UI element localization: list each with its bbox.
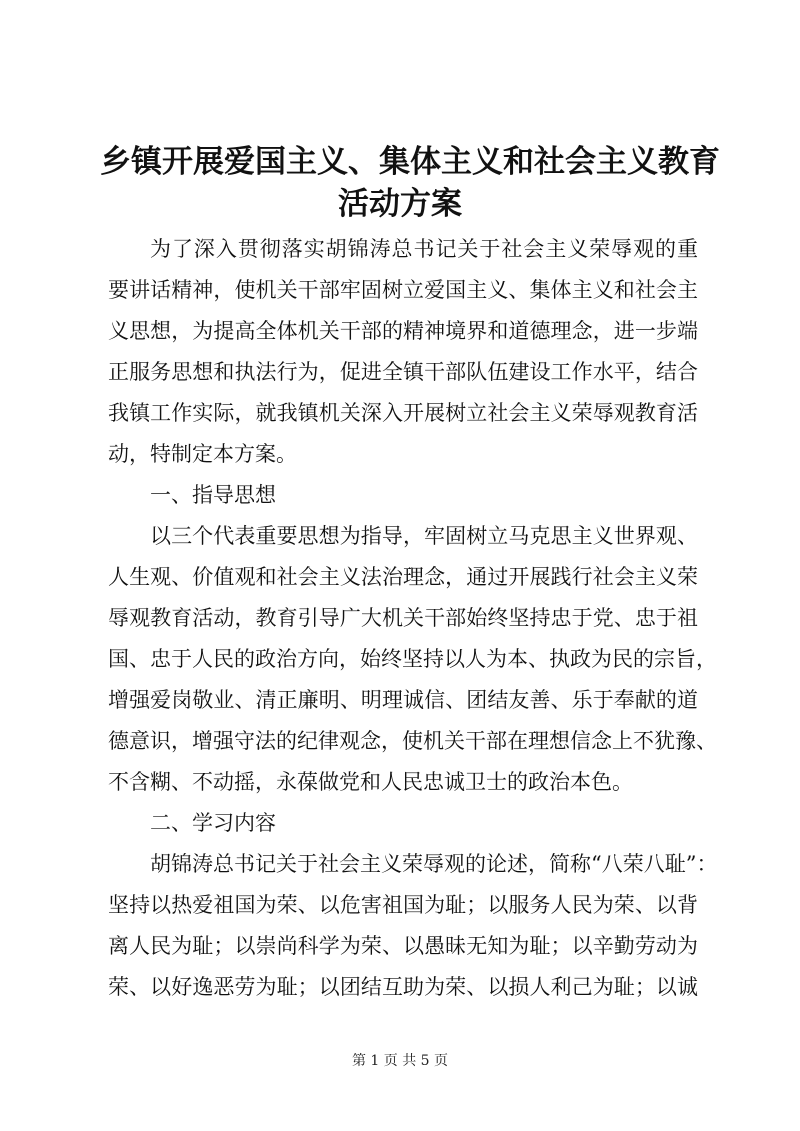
section2-line: 荣、以好逸恶劳为耻；以团结互助为荣、以损人利己为耻；以诚 <box>108 975 698 999</box>
section1-line: 德意识，增强守法的纪律观念，使机关干部在理想信念上不犹豫、 <box>108 729 717 753</box>
intro-line: 动，特制定本方案。 <box>108 442 297 466</box>
section1-line: 辱观教育活动，教育引导广大机关干部始终坚持忠于党、忠于祖 <box>108 606 698 630</box>
intro-line: 要讲话精神，使机关干部牢固树立爱国主义、集体主义和社会主 <box>108 278 698 302</box>
page-footer: 第 1 页 共 5 页 <box>351 1053 449 1069</box>
document-title-line-1: 乡镇开展爱国主义、集体主义和社会主义教育 <box>100 144 720 180</box>
section2-line: 胡锦涛总书记关于社会主义荣辱观的论述，简称“八荣八耻”： <box>150 852 718 876</box>
section1-line: 国、忠于人民的政治方向，始终坚持以人为本、执政为民的宗旨， <box>108 647 717 671</box>
intro-line: 义思想，为提高全体机关干部的精神境界和道德理念，进一步端 <box>108 319 698 343</box>
section1-line: 增强爱岗敬业、清正廉明、明理诚信、团结友善、乐于奉献的道 <box>108 688 698 712</box>
section2-line: 坚持以热爱祖国为荣、以危害祖国为耻；以服务人民为荣、以背 <box>108 893 698 917</box>
section1-line: 人生观、价值观和社会主义法治理念，通过开展践行社会主义荣 <box>108 565 698 589</box>
intro-line: 正服务思想和执法行为，促进全镇干部队伍建设工作水平，结合 <box>108 360 698 384</box>
section1-line: 以三个代表重要思想为指导，牢固树立马克思主义世界观、 <box>150 524 698 548</box>
section-heading-guiding-thought: 一、指导思想 <box>150 483 276 507</box>
intro-line: 我镇工作实际，就我镇机关深入开展树立社会主义荣辱观教育活 <box>108 401 698 425</box>
section-heading-study-content: 二、学习内容 <box>150 811 276 835</box>
section1-line: 不含糊、不动摇，永葆做党和人民忠诚卫士的政治本色。 <box>108 770 633 794</box>
intro-line: 为了深入贯彻落实胡锦涛总书记关于社会主义荣辱观的重 <box>150 237 698 261</box>
document-title-line-2: 活动方案 <box>338 186 462 222</box>
section2-line: 离人民为耻；以崇尚科学为荣、以愚昧无知为耻；以辛勤劳动为 <box>108 934 698 958</box>
